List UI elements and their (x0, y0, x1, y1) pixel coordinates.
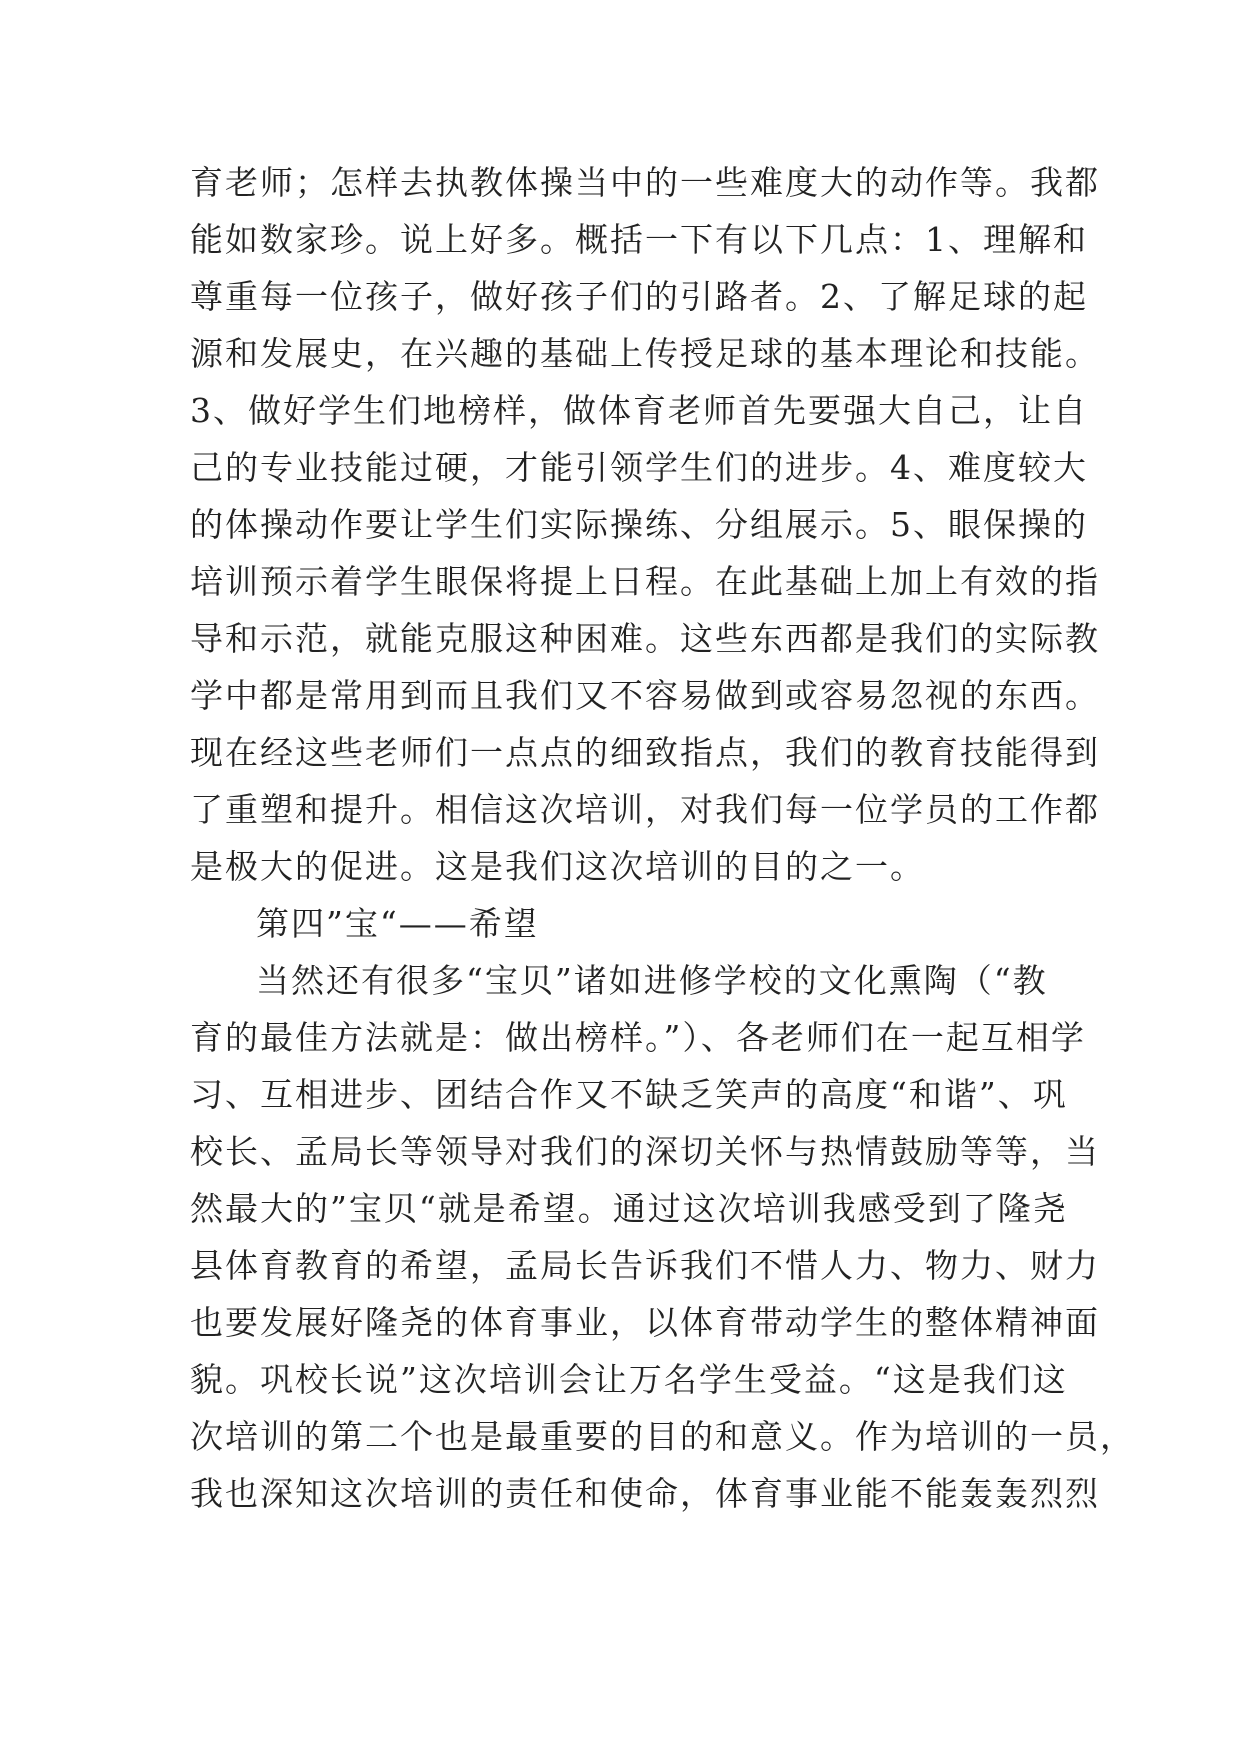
text-line: 当然还有很多“宝贝”诸如进修学校的文化熏陶（“教 (256, 961, 1048, 1000)
text-line: 学中都是常用到而且我们又不容易做到或容易忽视的东西。 (190, 676, 1100, 715)
text-line: 貌。巩校长说”这次培训会让万名学生受益。“这是我们这 (190, 1360, 1068, 1399)
text-line: 我也深知这次培训的责任和使命，体育事业能不能轰轰烈烈 (190, 1474, 1100, 1513)
text-line: 习、互相进步、团结合作又不缺乏笑声的高度“和谐”、巩 (190, 1075, 1068, 1114)
text-line: 了重塑和提升。相信这次培训，对我们每一位学员的工作都 (190, 790, 1100, 829)
text-line: 导和示范，就能克服这种困难。这些东西都是我们的实际教 (190, 619, 1100, 658)
text-line: 县体育教育的希望，孟局长告诉我们不惜人力、物力、财力 (190, 1246, 1100, 1285)
text-line: 现在经这些老师们一点点的细致指点，我们的教育技能得到 (190, 733, 1100, 772)
text-line: 培训预示着学生眼保将提上日程。在此基础上加上有效的指 (190, 562, 1100, 601)
text-line: 己的专业技能过硬，才能引领学生们的进步。4、难度较大 (190, 448, 1088, 487)
text-line: 是极大的促进。这是我们这次培训的目的之一。 (190, 847, 925, 886)
text-line: 也要发展好隆尧的体育事业，以体育带动学生的整体精神面 (190, 1303, 1100, 1342)
text-line: 的体操动作要让学生们实际操练、分组展示。5、眼保操的 (190, 505, 1088, 544)
text-line: 育的最佳方法就是：做出榜样。”）、各老师们在一起互相学 (190, 1018, 1086, 1057)
text-line: 然最大的”宝贝“就是希望。通过这次培训我感受到了隆尧 (190, 1189, 1068, 1228)
section-heading: 第四”宝“——希望 (256, 904, 539, 943)
text-line: 尊重每一位孩子，做好孩子们的引路者。2、了解足球的起 (190, 277, 1088, 316)
text-line: 次培训的第二个也是最重要的目的和意义。作为培训的一员， (190, 1417, 1135, 1456)
text-line: 育老师；怎样去执教体操当中的一些难度大的动作等。我都 (190, 163, 1100, 202)
text-line: 3、做好学生们地榜样，做体育老师首先要强大自己，让自 (190, 391, 1088, 430)
text-line: 源和发展史，在兴趣的基础上传授足球的基本理论和技能。 (190, 334, 1100, 373)
text-line: 校长、孟局长等领导对我们的深切关怀与热情鼓励等等，当 (190, 1132, 1100, 1171)
text-line: 能如数家珍。说上好多。概括一下有以下几点：1、理解和 (190, 220, 1088, 259)
